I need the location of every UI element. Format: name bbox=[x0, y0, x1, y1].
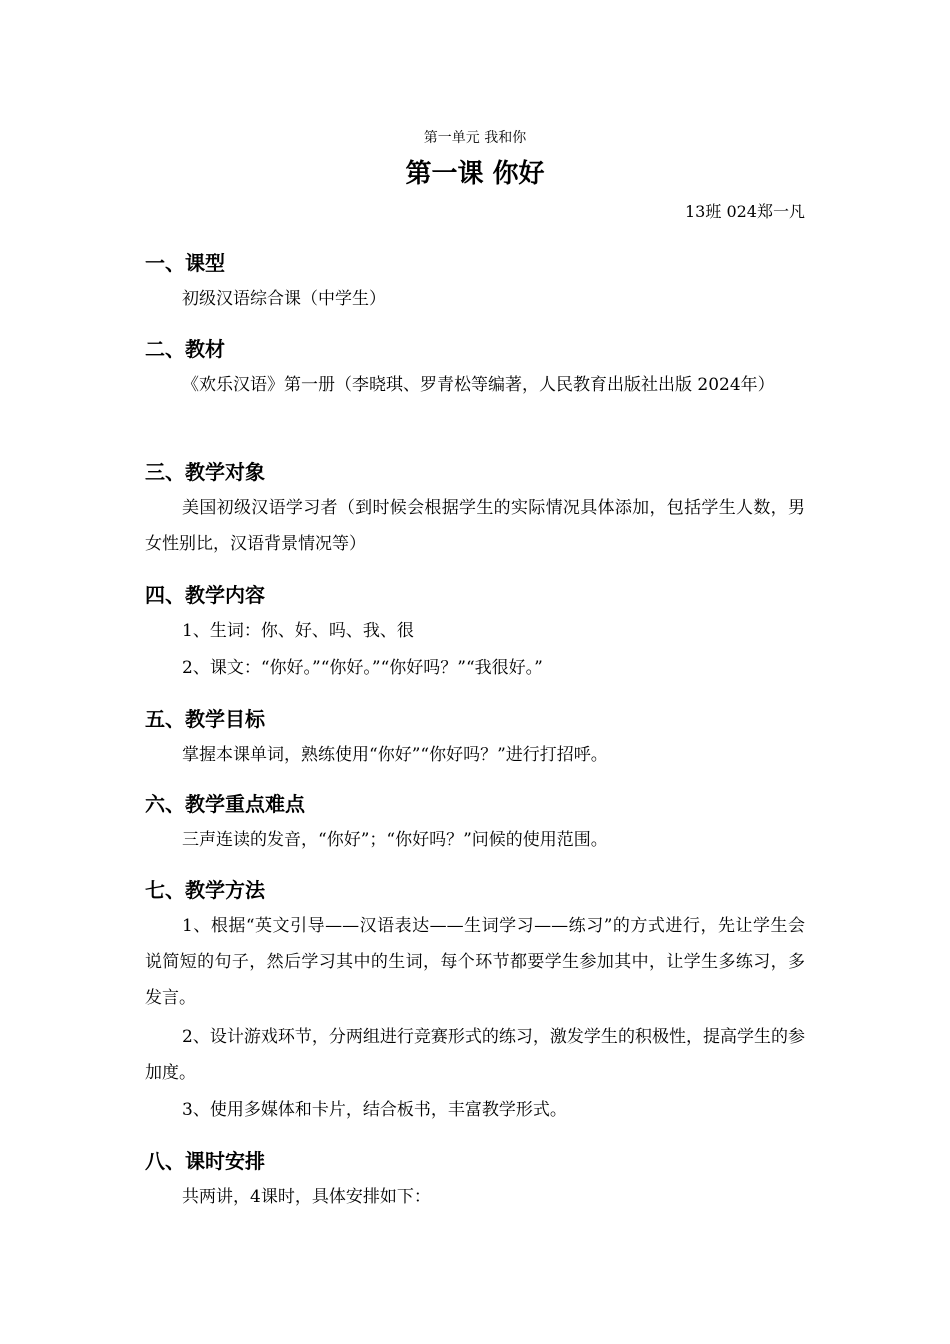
section-paragraph: 1、生词：你、好、吗、我、很 bbox=[182, 621, 414, 641]
section-heading: 二、教材 bbox=[145, 337, 225, 361]
section-paragraph: 美国初级汉语学习者（到时候会根据学生的实际情况具体添加，包括学生人数，男女性别比，汉语背景情况等） bbox=[145, 498, 805, 554]
section-paragraph: 2、课文：“你好。”“你好。”“你好吗？”“我很好。” bbox=[182, 658, 543, 678]
section-heading: 三、教学对象 bbox=[145, 460, 265, 484]
section-paragraph: 掌握本课单词，熟练使用“你好”“你好吗？”进行打招呼。 bbox=[182, 745, 608, 765]
section-heading: 五、教学目标 bbox=[145, 707, 265, 731]
document-page bbox=[145, 0, 805, 1344]
section-heading: 一、课型 bbox=[145, 251, 225, 275]
unit-title: 第一单元 我和你 bbox=[423, 130, 527, 146]
section-paragraph: 1、根据“英文引导——汉语表达——生词学习——练习”的方式进行，先让学生会说简短的句子，然后学习其中的生词，每个环节都要学生参加其中，让学生多练习，多发言。 bbox=[145, 916, 805, 1008]
section-paragraph: 初级汉语综合课（中学生） bbox=[182, 289, 386, 309]
author-line: 13班 024郑一凡 bbox=[685, 202, 805, 221]
section-paragraph: 共两讲，4课时，具体安排如下： bbox=[182, 1187, 431, 1207]
section-heading: 六、教学重点难点 bbox=[145, 792, 305, 816]
section-heading: 七、教学方法 bbox=[145, 878, 265, 902]
section-heading: 八、课时安排 bbox=[145, 1149, 265, 1173]
section-paragraph: 《欢乐汉语》第一册（李晓琪、罗青松等编著，人民教育出版社出版 2024年） bbox=[182, 375, 775, 395]
section-paragraph: 3、使用多媒体和卡片，结合板书，丰富教学形式。 bbox=[182, 1100, 567, 1120]
section-heading: 四、教学内容 bbox=[145, 583, 265, 607]
section-paragraph: 三声连读的发音，“你好”；“你好吗？”问候的使用范围。 bbox=[182, 830, 608, 850]
lesson-title: 第一课 你好 bbox=[405, 159, 545, 189]
section-paragraph: 2、设计游戏环节，分两组进行竞赛形式的练习，激发学生的积极性，提高学生的参加度。 bbox=[145, 1027, 805, 1083]
